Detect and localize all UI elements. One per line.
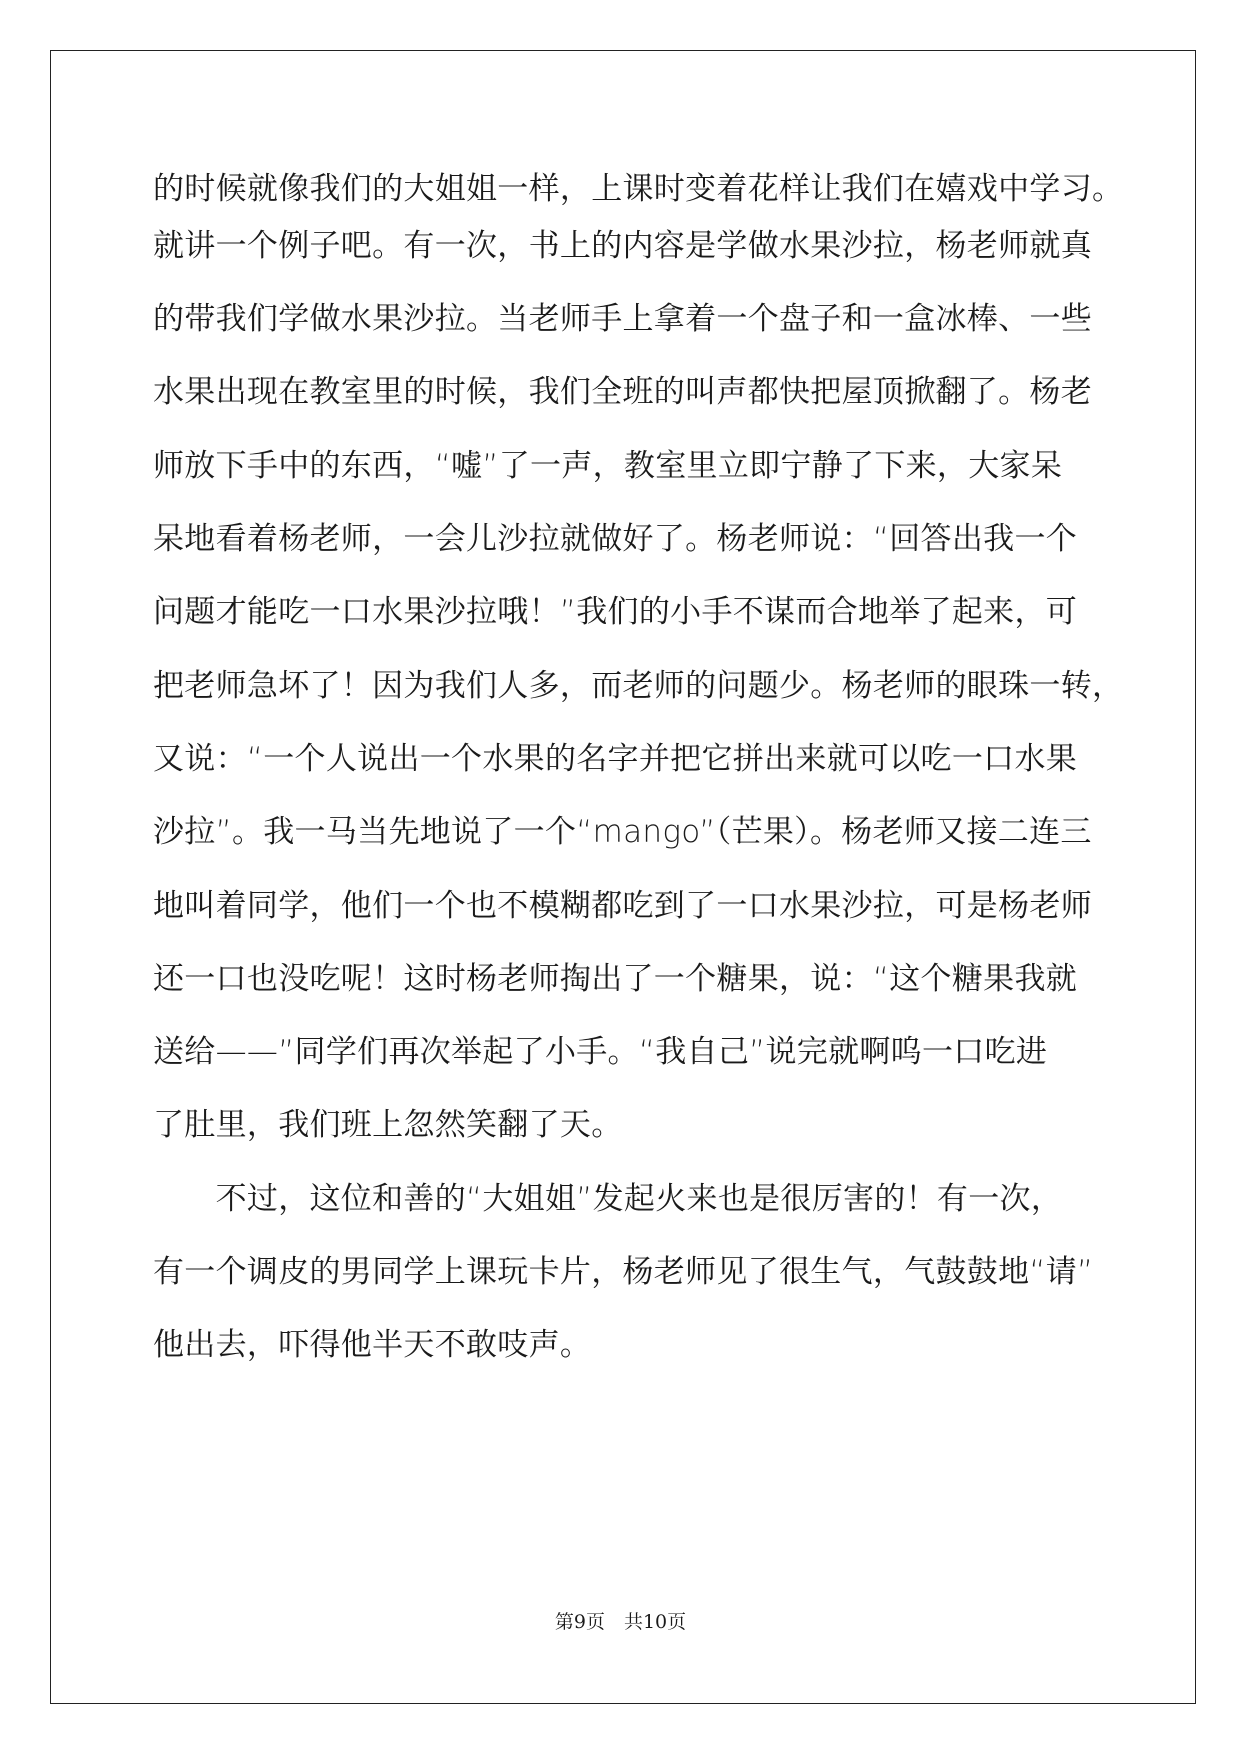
text-line: 又说：“一个人说出一个水果的名字并把它拼出来就可以吃一口水果: [153, 741, 1078, 777]
text-line: 有一个调皮的男同学上课玩卡片，杨老师见了很生气，气鼓鼓地“请”: [153, 1254, 1094, 1290]
text-line: 他出去，吓得他半天不敢吱声。: [153, 1327, 592, 1363]
text-line: 问题才能吃一口水果沙拉哦！”我们的小手不谋而合地举了起来，可: [153, 594, 1078, 630]
text-line: 的带我们学做水果沙拉。当老师手上拿着一个盘子和一盒冰棒、一些: [153, 301, 1092, 337]
text-line: 就讲一个例子吧。有一次，书上的内容是学做水果沙拉，杨老师就真: [153, 228, 1092, 264]
page-number-footer: 第9页 共10页: [554, 1611, 687, 1633]
text-line: 送给——”同学们再次举起了小手。“我自己”说完就啊呜一口吃进: [153, 1034, 1048, 1070]
text-line: 沙拉”。我一马当先地说了一个“mango”（芒果）。杨老师又接二连三: [153, 814, 1092, 850]
text-line: 师放下手中的东西，“嘘”了一声，教室里立即宁静了下来，大家呆: [153, 448, 1063, 484]
text-line: 水果出现在教室里的时候，我们全班的叫声都快把屋顶掀翻了。杨老: [153, 374, 1092, 410]
text-line: 的时候就像我们的大姐姐一样，上课时变着花样让我们在嬉戏中学习。: [153, 171, 1124, 207]
text-line: 了肚里，我们班上忽然笑翻了天。: [153, 1107, 623, 1143]
text-line: 把老师急坏了！因为我们人多，而老师的问题少。杨老师的眼珠一转，: [153, 668, 1124, 704]
text-line: 地叫着同学，他们一个也不模糊都吃到了一口水果沙拉，可是杨老师: [153, 888, 1092, 924]
text-line: 还一口也没吃呢！这时杨老师掏出了一个糖果，说：“这个糖果我就: [153, 961, 1078, 997]
text-line: 不过，这位和善的“大姐姐”发起火来也是很厉害的！有一次，: [153, 1181, 1063, 1217]
text-line: 呆地看着杨老师，一会儿沙拉就做好了。杨老师说：“回答出我一个: [153, 521, 1078, 557]
